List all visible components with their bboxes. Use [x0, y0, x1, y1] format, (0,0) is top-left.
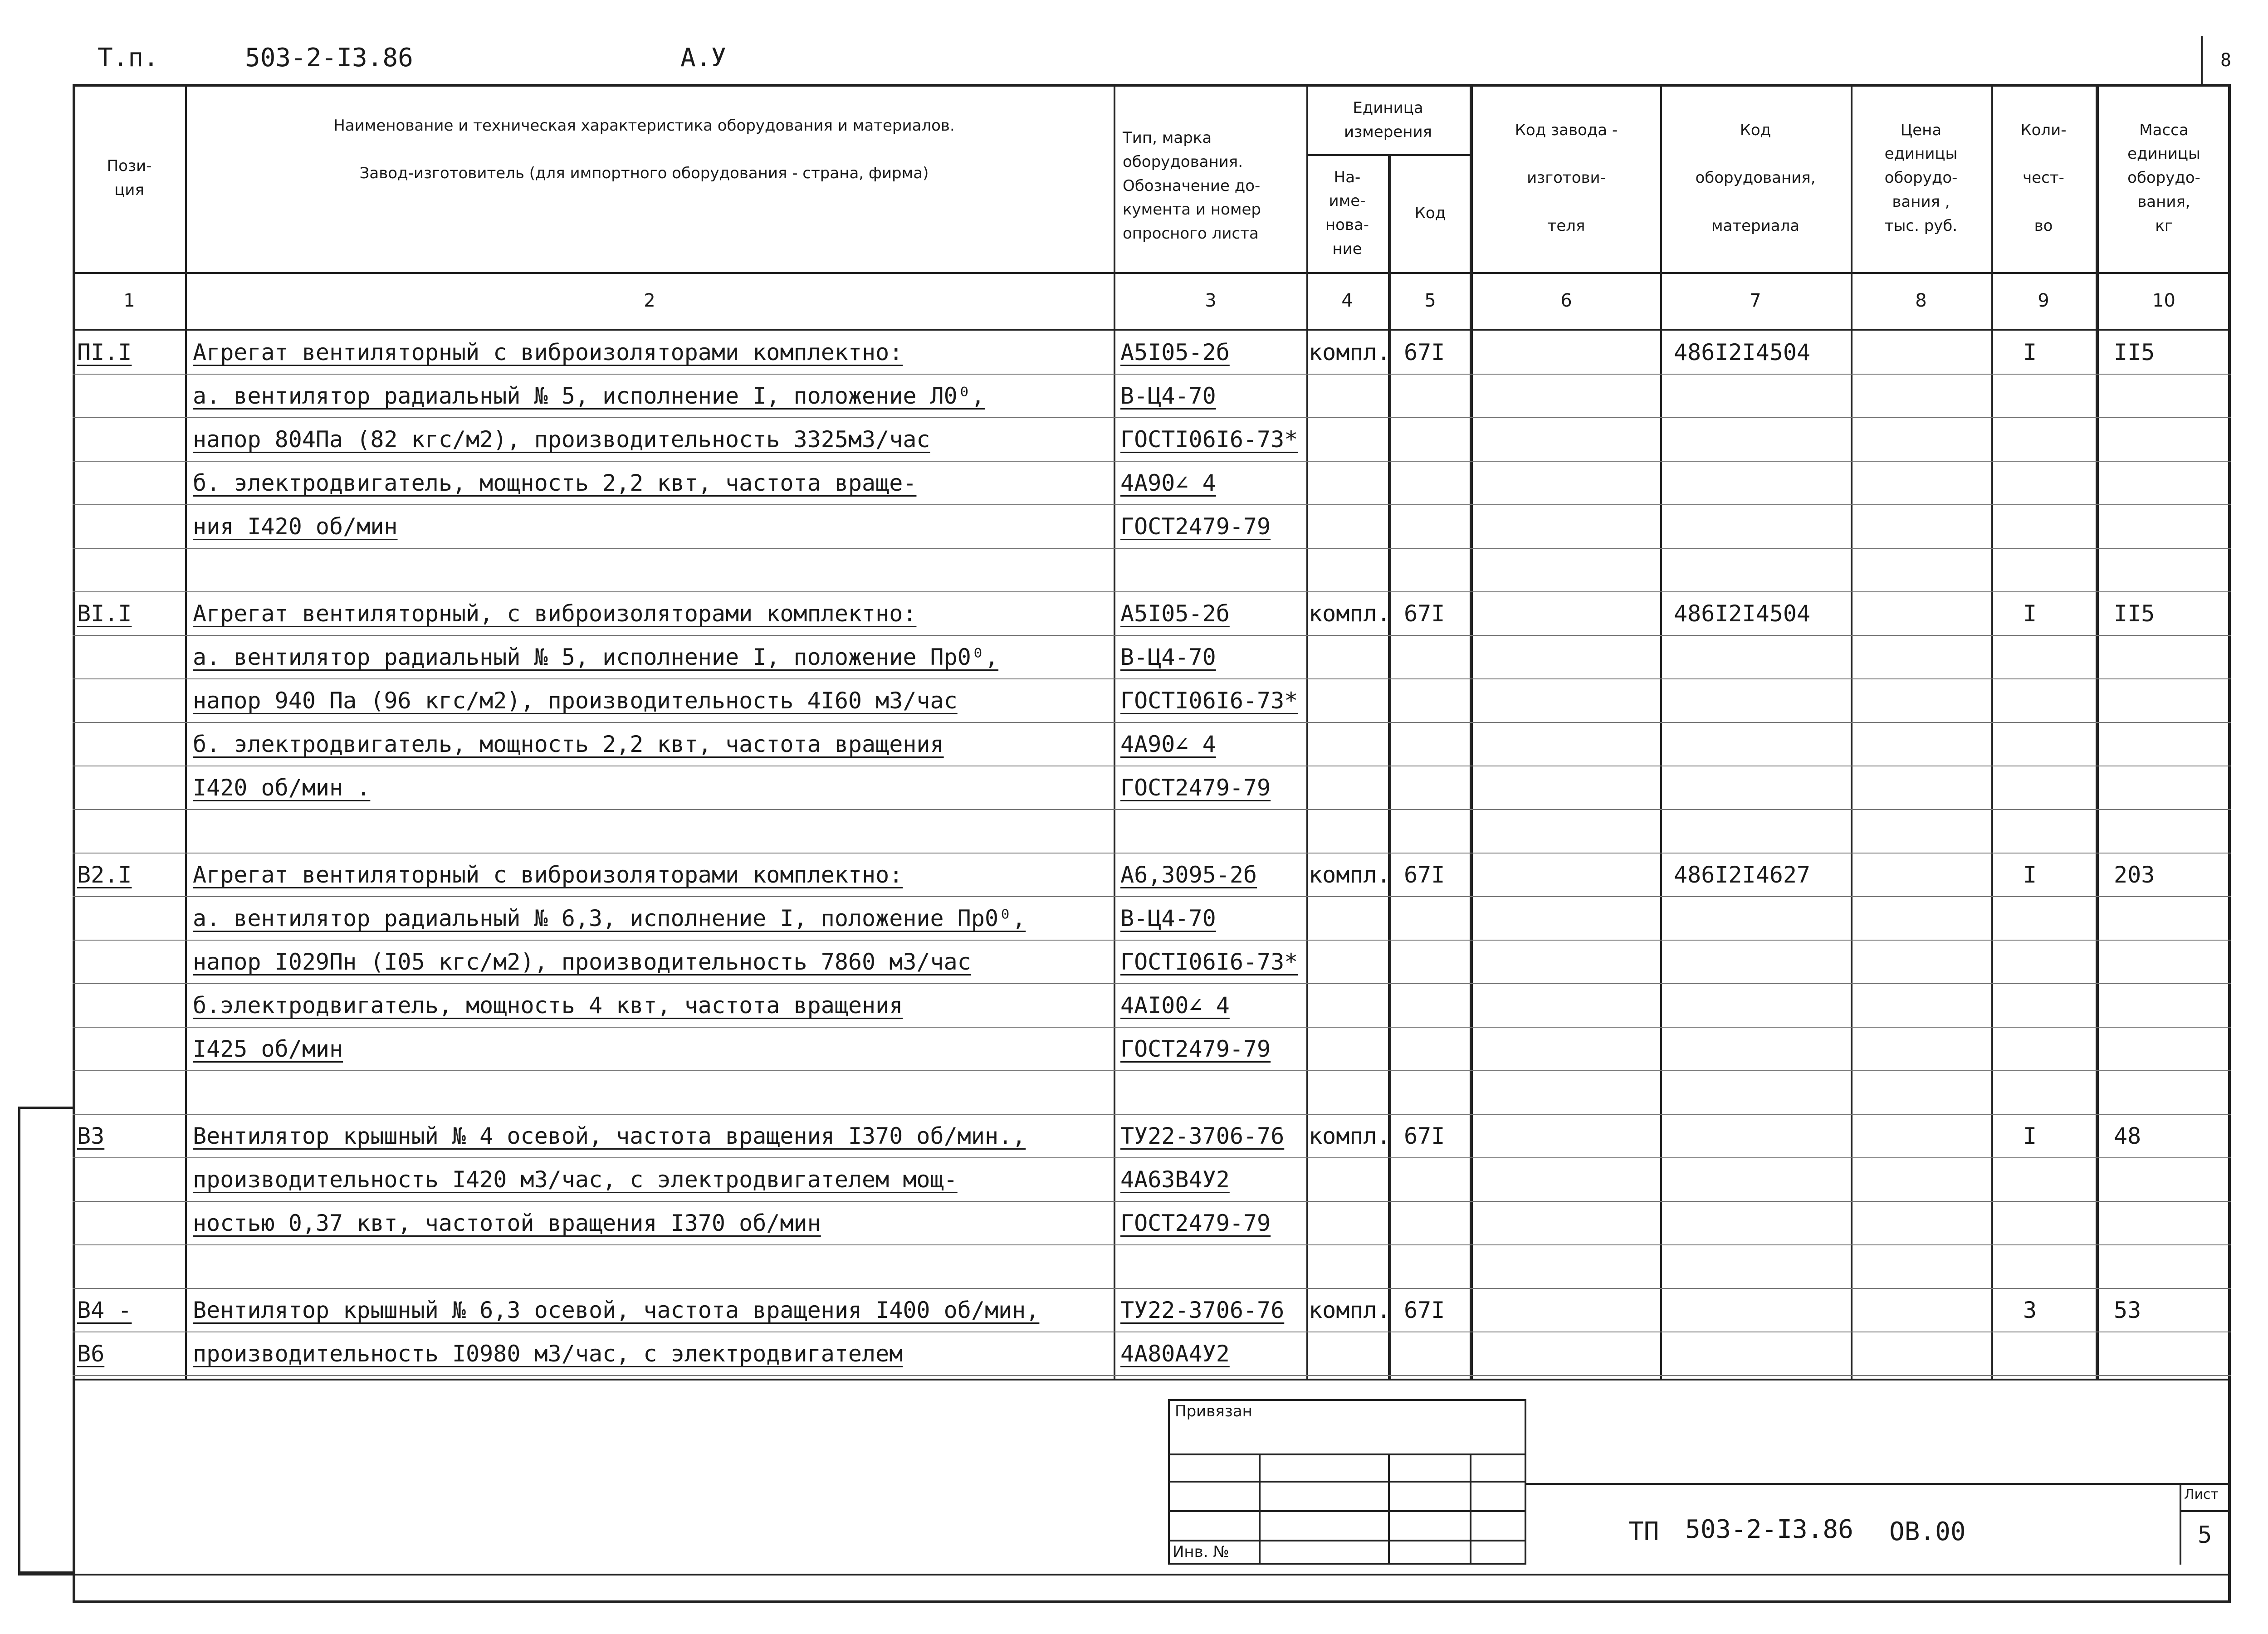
col-number-4: 4	[1341, 290, 1353, 311]
col-number-9: 9	[2038, 290, 2049, 311]
header-equipment-code: Код оборудования, материала	[1695, 121, 1816, 235]
cell-type: А6,3095-2б	[1120, 862, 1257, 888]
cell-pos: В4 -	[77, 1297, 132, 1323]
sheet-label: Лист	[2184, 1487, 2219, 1502]
cell-mass: 48	[2114, 1123, 2141, 1149]
cell-text: Агрегат вентиляторный с виброизоляторами комплектно:	[193, 339, 903, 366]
header-name: Наименование и техническая характеристика оборудования и материалов. Завод-изготовитель (для импортного оборудования - страна, фирма)	[333, 116, 955, 183]
cell-type: ГОСТ2479-79	[1120, 775, 1271, 801]
col-number-3: 3	[1205, 290, 1217, 311]
header-unit-code: Код	[1414, 204, 1446, 222]
cell-text: ностью 0,37 квт, частотой вращения I370 об/мин	[193, 1210, 821, 1236]
cell-mass: 203	[2114, 862, 2155, 888]
cell-equip: 486I2I4504	[1674, 600, 1811, 627]
table-row	[0, 1245, 2268, 1289]
cell-equip: 486I2I4627	[1674, 862, 1811, 888]
section-label: А.У	[680, 43, 727, 73]
cell-unit: компл.	[1309, 1297, 1391, 1323]
cell-type: В-Ц4-70	[1120, 644, 1216, 670]
cell-text: Вентилятор крышный № 6,3 осевой, частота вращения I400 об/мин,	[193, 1297, 1040, 1323]
cell-type: ГОСТI06I6-73*	[1120, 688, 1298, 714]
cell-unit: компл.	[1309, 339, 1391, 366]
cell-equip: 486I2I4504	[1674, 339, 1811, 366]
cell-text: I425 об/мин	[193, 1036, 343, 1062]
stamp-bound-label: Привязан	[1175, 1402, 1252, 1420]
cell-text: а. вентилятор радиальный № 5, исполнение I, положение Пр0⁰,	[193, 644, 999, 670]
cell-type: В-Ц4-70	[1120, 905, 1216, 932]
cell-code: 67I	[1404, 600, 1445, 627]
cell-type: 4АI00∠ 4	[1120, 992, 1230, 1019]
cell-text: а. вентилятор радиальный № 5, исполнение I, положение Л0⁰,	[193, 383, 985, 409]
cell-unit: компл.	[1309, 1123, 1391, 1149]
cell-pos: ПI.I	[77, 339, 132, 366]
cell-text: а. вентилятор радиальный № 6,3, исполнение I, положение Пр0⁰,	[193, 905, 1026, 932]
corner-number: 8	[2220, 50, 2232, 71]
stamp-inventory-label: Инв. №	[1173, 1543, 1229, 1561]
cell-text: напор 804Па (82 кгс/м2), производительность 3325м3/час	[193, 426, 930, 453]
cell-code: 67I	[1404, 1297, 1445, 1323]
header-type: Тип, марка оборудования. Обозначение до- кумента и номер опросного листа	[1123, 129, 1261, 243]
cell-text: ния I420 об/мин	[193, 513, 398, 540]
cell-qty: I	[2023, 600, 2037, 627]
cell-text: I420 об/мин .	[193, 775, 371, 801]
table-row	[0, 1071, 2268, 1115]
cell-text: производительность I420 м3/час, с электродвигателем мощ-	[193, 1166, 958, 1193]
title-mark: ОВ.00	[1889, 1517, 1966, 1546]
col-number-8: 8	[1915, 290, 1927, 311]
header-position: Пози- ция	[107, 156, 152, 199]
document-code-top: 503-2-I3.86	[245, 43, 413, 73]
col-number-5: 5	[1424, 290, 1436, 311]
cell-text: напор I029Пн (I05 кгс/м2), производительность 7860 м3/час	[193, 949, 971, 975]
cell-text: б. электродвигатель, мощность 2,2 квт, частота вращения	[193, 731, 944, 757]
cell-text: Агрегат вентиляторный, с виброизоляторами комплектно:	[193, 600, 917, 627]
cell-text: напор 940 Па (96 кгс/м2), производительность 4I60 м3/час	[193, 688, 958, 714]
cell-type: В-Ц4-70	[1120, 383, 1216, 409]
cell-code: 67I	[1404, 1123, 1445, 1149]
table-row	[0, 549, 2268, 592]
header-unit-name: На- име- нова- ние	[1325, 168, 1369, 258]
header-plant-code: Код завода - изготови- теля	[1515, 121, 1618, 235]
header-quantity: Коли- чест- во	[2020, 121, 2067, 235]
title-doc-prefix: ТП	[1628, 1517, 1659, 1546]
cell-code: 67I	[1404, 862, 1445, 888]
cell-mass: II5	[2114, 339, 2155, 366]
cell-qty: I	[2023, 1123, 2037, 1149]
cell-type: 4А90∠ 4	[1120, 731, 1216, 757]
header-price: Цена единицы оборудо- вания , тыс. руб.	[1884, 121, 1958, 235]
title-doc-code: 503-2-I3.86	[1685, 1515, 1853, 1544]
table-row	[0, 810, 2268, 854]
cell-type: ТУ22-3706-76	[1120, 1297, 1285, 1323]
cell-text: Вентилятор крышный № 4 осевой, частота вращения I370 об/мин.,	[193, 1123, 1026, 1149]
col-number-6: 6	[1560, 290, 1572, 311]
cell-type: ГОСТ2479-79	[1120, 1036, 1271, 1062]
cell-mass: II5	[2114, 600, 2155, 627]
cell-pos: В6	[77, 1341, 105, 1367]
cell-type: А5I05-2б	[1120, 339, 1230, 366]
header-unit-group: Единица измерения	[1344, 99, 1432, 141]
cell-pos: BI.I	[77, 600, 132, 627]
cell-type: 4А90∠ 4	[1120, 470, 1216, 496]
cell-type: ГОСТI06I6-73*	[1120, 426, 1298, 453]
cell-type: А5I05-2б	[1120, 600, 1230, 627]
col-number-7: 7	[1750, 290, 1761, 311]
sheet-number: 5	[2198, 1522, 2212, 1549]
col-number-1: 1	[123, 290, 135, 311]
cell-mass: 53	[2114, 1297, 2141, 1323]
cell-type: ГОСТ2479-79	[1120, 1210, 1271, 1236]
cell-text: б.электродвигатель, мощность 4 квт, частота вращения	[193, 992, 903, 1019]
cell-type: 4А80А4У2	[1120, 1341, 1230, 1367]
header-mass: Масса единицы оборудо- вания, кг	[2127, 121, 2200, 235]
cell-text: б. электродвигатель, мощность 2,2 квт, частота враще-	[193, 470, 917, 496]
cell-code: 67I	[1404, 339, 1445, 366]
cell-text: Агрегат вентиляторный с виброизоляторами комплектно:	[193, 862, 903, 888]
cell-type: 4А63В4У2	[1120, 1166, 1230, 1193]
cell-text: производительность I0980 м3/час, с электродвигателем	[193, 1341, 903, 1367]
cell-qty: I	[2023, 339, 2037, 366]
cell-qty: I	[2023, 862, 2037, 888]
cell-unit: компл.	[1309, 600, 1391, 627]
cell-pos: В2.I	[77, 862, 132, 888]
cell-type: ТУ22-3706-76	[1120, 1123, 1285, 1149]
col-number-10: 10	[2152, 290, 2175, 311]
col-number-2: 2	[644, 290, 655, 311]
cell-pos: В3	[77, 1123, 105, 1149]
cell-unit: компл.	[1309, 862, 1391, 888]
cell-type: ГОСТ2479-79	[1120, 513, 1271, 540]
cell-type: ГОСТI06I6-73*	[1120, 949, 1298, 975]
cell-qty: 3	[2023, 1297, 2037, 1323]
tp-label: Т.п.	[98, 43, 159, 73]
